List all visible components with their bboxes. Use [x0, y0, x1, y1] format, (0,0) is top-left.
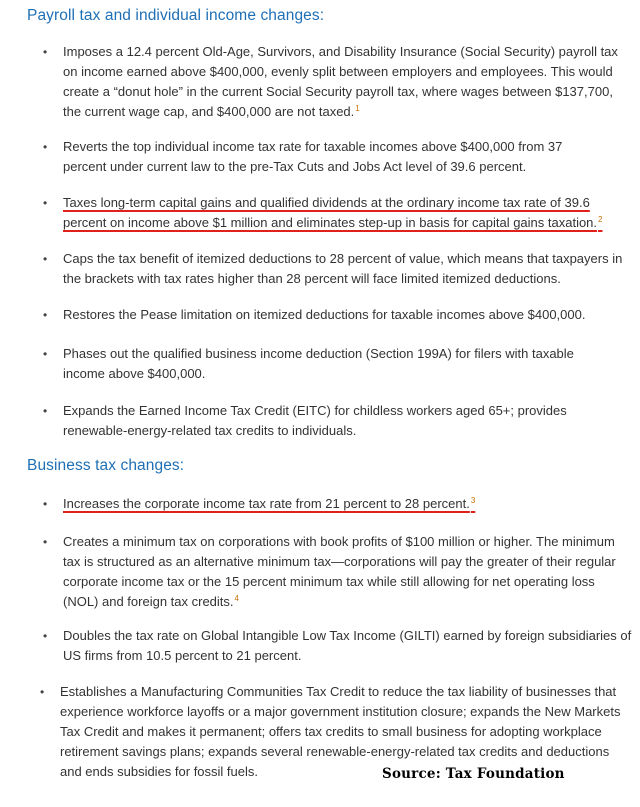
bullet-marker: • — [43, 535, 48, 549]
payroll-item-3-highlighted — [63, 193, 619, 233]
footnote-marker[interactable]: 3 — [470, 495, 476, 505]
payroll-section-heading: Payroll tax and individual income changes: — [27, 7, 325, 24]
red-underline-highlight: Increases the corporate income tax rate from 21 percent to 28 percent.$^3$ — [63, 495, 476, 511]
business-item-3: Doubles the tax rate on Global Intangible Low Tax Income (GILTI) earned by foreign subsidiaries of US firms from 10.5 percent to 21 percent. — [63, 628, 632, 663]
bullet-marker: • — [40, 685, 45, 699]
source-credit: Source: Tax Foundation — [382, 766, 565, 782]
payroll-item-6: Phases out the qualified business income deduction (Section 199A) for filers with taxable income above $400,000. — [63, 346, 574, 381]
payroll-item-1: Imposes a 12.4 percent Old-Age, Survivors, and Disability Insurance (Social Security) payroll tax on income earned above $400,000, evenly split between employers and employees. This would create a “donut hole” in the current Social Security payroll tax, where wages between $137,700, the current wage cap, and $400,000 are not taxed.$^1$ — [63, 44, 618, 119]
footnote-marker[interactable]: 4 — [234, 593, 239, 603]
bullet-marker: • — [43, 308, 48, 322]
red-underline-highlight: Taxes long-term capital gains and qualified dividends at the ordinary income tax rate of 39.6 percent on income above $1 million and eliminates step-up in basis for capital gains taxation.$^2$ — [63, 195, 603, 230]
payroll-item-2: Reverts the top individual income tax rate for taxable incomes above $400,000 from 37 percent under current law to the pre-Tax Cuts and Jobs Act level of 39.6 percent. — [63, 139, 563, 174]
business-item-2: Creates a minimum tax on corporations with book profits of $100 million or higher. The minimum tax is structured as an alternative minimum tax—corporations will pay the greater of their regular corporate income tax or the 15 percent minimum tax while still allowing for net operating loss (NOL) and foreign tax credits.$^4$ — [63, 534, 616, 609]
bullet-marker: • — [43, 497, 48, 511]
payroll-item-4: Caps the tax benefit of itemized deductions to 28 percent of value, which means that taxpayers in the brackets with tax rates higher than 28 percent will face limited itemized deductions. — [63, 251, 623, 286]
payroll-item-7: Expands the Earned Income Tax Credit (EITC) for childless workers aged 65+; provides renewable-energy-related tax credits to individuals. — [63, 403, 567, 438]
bullet-marker: • — [43, 140, 48, 154]
bullet-marker: • — [43, 629, 48, 643]
bullet-marker: • — [43, 196, 48, 210]
payroll-item-5: Restores the Pease limitation on itemized deductions for taxable incomes above $400,000. — [63, 307, 586, 322]
bullet-marker: • — [43, 347, 48, 361]
bullet-marker: • — [43, 252, 48, 266]
footnote-marker[interactable]: 2 — [598, 214, 603, 224]
business-item-4: Establishes a Manufacturing Communities Tax Credit to reduce the tax liability of businesses that experience workforce layoffs or a major government institution closure; expands the New Markets Tax Credit and makes it permanent; offers tax credits to small business for adopting workplace retirement savings plans; expands several renewable-energy-related tax credits and deductions and ends subsidies for fossil fuels. — [60, 684, 621, 779]
business-item-1-highlighted — [63, 494, 623, 514]
footnote-marker[interactable]: 1 — [355, 103, 360, 113]
business-section-heading: Business tax changes: — [27, 457, 185, 474]
bullet-marker: • — [43, 45, 48, 59]
bullet-marker: • — [43, 404, 48, 418]
